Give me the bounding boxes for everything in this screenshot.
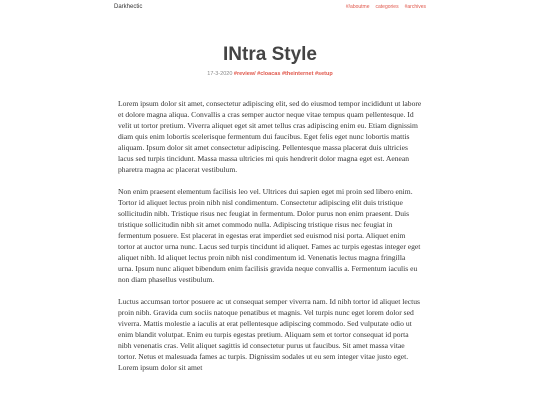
post-tags xyxy=(234,71,333,77)
top-bar xyxy=(0,0,540,16)
post-paragraph: Non enim praesent elementum facilisis leo vel. Ultrices dui sapien eget mi proin sed libero enim. Tortor id aliquet lectus proin nibh nisl condimentum. Consectetur adipiscing elit duis tristique sollicitudin nibh. Tristique risus nec feugiat in fermentum. Dolor purus non enim praesent. Duis tristique sollicitudin nibh sit amet commodo nulla. Adipiscing tristique risus nec feugiat in fermentum posuere. Est placerat in egestas erat imperdiet sed euismod nisi porta. Aliquet enim tortor at auctor urna nunc. Lacus sed turpis tincidunt id aliquet. Fames ac turpis egestas integer eget aliquet nibh. Id aliquet lectus proin nibh nisl condimentum id. Venenatis lectus magna fringilla urna. Ipsum nunc aliquet bibendum enim facilisis gravida neque convallis a. Fermentum iaculis eu non diam phasellus vestibulum. xyxy=(118,187,421,284)
top-nav xyxy=(346,4,426,10)
post-body xyxy=(118,98,422,384)
post-paragraph: Luctus accumsan tortor posuere ac ut consequat semper viverra nam. Id nibh tortor id aliquet lectus proin nibh. Gravida cum sociis natoque penatibus et magnis. Vel turpis nunc eget lorem dolor sed viverra. Mattis molestie a iaculis at erat pellentesque adipiscing commodo. Sed vulputate odio ut enim blandit volutpat. Enim eu turpis egestas pretium. Aliquam sem et tortor consequat id porta nibh venenatis cras. Velit aliquet sagittis id consectetur purus ut faucibus. Sit amet massa vitae tortor. Netus et malesuada fames ac turpis. Dignissim sodales ut eu sem integer vitae justo eget. Lorem ipsum dolor sit amet xyxy=(118,297,420,372)
post-paragraph: Lorem ipsum dolor sit amet, consectetur adipiscing elit, sed do eiusmod tempor incididunt ut labore et dolore magna aliqua. Convallis a cras semper auctor neque vitae tempus quam pellentesque. Id velit ut tortor pretium. Viverra aliquet eget sit amet tellus cras adipiscing enim eu. Etiam dignissim diam quis enim lobortis scelerisque fermentum dui faucibus. Eget felis eget nunc lobortis mattis aliquam. Ipsum dolor sit amet consectetur adipiscing. Pellentesque massa placerat duis ultricies lacus sed turpis tincidunt. Massa massa ultricies mi quis hendrerit dolor magna eget est. Aenean pharetra magna ac placerat vestibulum. xyxy=(118,99,422,174)
post-meta xyxy=(0,71,540,77)
nav-link-archives[interactable]: #archives xyxy=(404,4,426,10)
nav-link-categories[interactable]: categories xyxy=(375,4,399,10)
post-date: 17-3-2020 xyxy=(207,71,233,77)
tag-link-cloacas[interactable]: #cloacas xyxy=(257,71,281,77)
tag-link-review[interactable]: #review/ xyxy=(233,71,256,77)
tag-link-setup[interactable]: #setup xyxy=(314,71,333,77)
nav-link-aboutme[interactable]: #/aboutme xyxy=(345,4,370,10)
post-title: INtra Style xyxy=(223,43,317,65)
site-brand[interactable]: Darkhectic xyxy=(114,4,143,10)
tag-link-theinternet[interactable]: #theinternet xyxy=(281,71,314,77)
